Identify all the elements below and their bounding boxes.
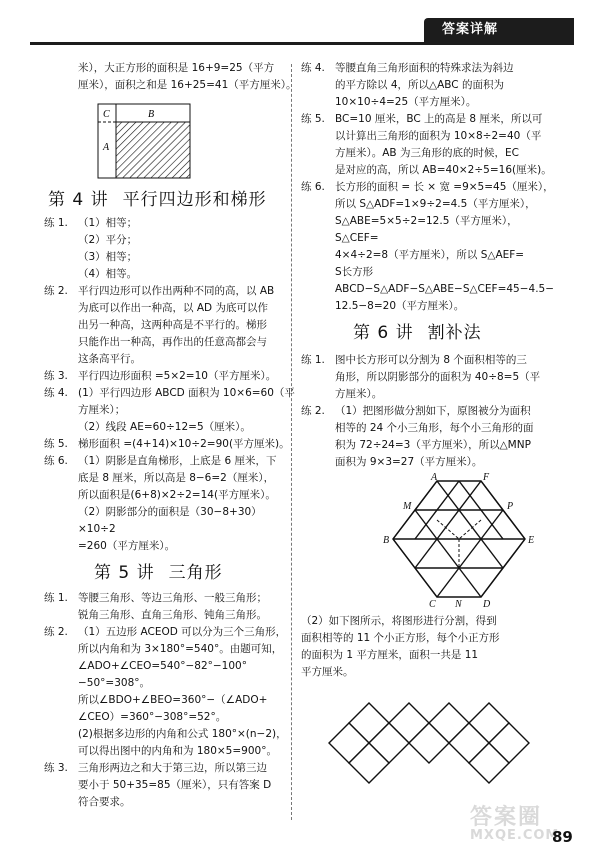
hexagon-figure xyxy=(359,473,559,609)
watermark-url: MXQE.COM xyxy=(470,828,560,843)
exercise-5-4: 练 4. 等腰直角三角形面积的特殊求法为斜边 的平方除以 4，所以△ABC 的面积为 10×10÷4=25（平方厘米）。 xyxy=(301,62,514,108)
fig-label-c: C xyxy=(103,109,110,120)
exercise-5-6: 练 6. 长方形的面积 = 长 × 宽 =9×5=45（厘米）， 所以 S△ADF=1×9÷2=4.5（平方厘米）， S△ABE=5×5÷2=12.5（平方厘米），S△CEF= 4×4÷2=8（平方厘米），所以 S△AEF= S长方形ABCD−S△ADF−S△ABE−S△CEF=45−4.5− 12.5−8=20（平方厘米）。 xyxy=(301,181,555,312)
exercise-4-5: 练 5. 梯形面积 =(4+14)×10÷2=90(平方厘米)。 xyxy=(44,438,290,450)
hex-label-c: C xyxy=(429,599,436,609)
hex-label-m: M xyxy=(403,501,412,512)
header-tab: 答案详解 xyxy=(424,18,574,42)
hex-label-a: A xyxy=(431,473,438,483)
chapter-5-heading: 第 5 讲 三角形 xyxy=(94,563,223,583)
fig-label-b: B xyxy=(148,109,155,120)
left-column xyxy=(44,60,299,811)
chapter-6-heading: 第 6 讲 割补法 xyxy=(353,323,482,343)
hex-label-d: D xyxy=(483,599,491,609)
diamond-grid-figure xyxy=(325,689,535,799)
hex-label-e: E xyxy=(528,535,535,546)
hex-label-n: N xyxy=(455,599,462,609)
exercise-5-1: 练 1. 等腰三角形、等边三角形、一般三角形； 锐角三角形、直角三角形、钝角三角形。 xyxy=(44,592,267,621)
exercise-4-3: 练 3. 平行四边形面积 =5×2=10（平方厘米）。 xyxy=(44,370,277,382)
squares-figure xyxy=(96,98,206,184)
exercise-6-1: 练 1. 图中长方形可以分割为 8 个面积相等的三 角形，所以阴影部分的面积为 40÷8=5（平 方厘米）。 xyxy=(301,354,541,400)
chapter-4-heading: 第 4 讲 平行四边形和梯形 xyxy=(48,190,267,210)
exercise-4-6: 练 6. （1）阴影是直角梯形，上底是 6 厘米，下 底是 8 厘米，所以高是 8−6=2（厘米）， 所以面积是(6+8)×2÷2=14(平方厘米）。 （2）阴影部分的面积是（30−8+30）×10÷2 =260（平方厘米）。 xyxy=(44,455,277,552)
hex-label-p: P xyxy=(507,501,514,512)
exercise-4-4: 练 4. (1）平行四边形 ABCD 面积为 10×6=60（平 方厘米）； （2）线段 AE=60÷12=5（厘米）。 xyxy=(44,387,295,433)
right-column xyxy=(301,60,556,799)
exercise-5-3: 练 3. 三角形两边之和大于第三边，所以第三边 要小于 50+35=85（厘米），只有答案 D 符合要求。 xyxy=(44,762,272,808)
exercise-4-1: 练 1. （1）相等； （2）平分； （3）相等； （4）相等。 xyxy=(44,217,138,280)
page-number: 89 xyxy=(552,828,573,846)
exercise-6-2b: （2）如下图所示，将图形进行分割，得到 面积相等的 11 个小正方形，每个小正方形 的面积为 1 平方厘米，面积一共是 11 平方厘米。 xyxy=(301,615,500,678)
watermark-logo: 答案圈 xyxy=(470,805,543,830)
fig-label-a: A xyxy=(103,142,110,153)
hex-label-f: F xyxy=(483,473,490,483)
header-rule xyxy=(30,42,574,45)
exercise-5-5: 练 5. BC=10 厘米，BC 上的高是 8 厘米，所以可 以计算出三角形的面积为 10×8÷2=40（平 方厘米）。AB 为三角形的底的时候，EC 是对应的高，所以 AB=40×2÷5=16(厘米)。 xyxy=(301,113,552,176)
hex-label-b: B xyxy=(383,535,390,546)
intro-line: 厘米），面积之和是 16+25=41（平方厘米）。 xyxy=(78,79,297,91)
exercise-5-2: 练 2. （1）五边形 ACEOD 可以分为三个三角形， 所以内角和为 3×180°=540°。由题可知， ∠ADO+∠CEO=540°−82°−100°−50°=308°。 所以∠BDO+∠BEO=360°−（∠ADO+ ∠CEO）=360°−308°=52°。 (2)根据多边形的内角和公式 180°×(n−2)， 可以得出图中的内角和为 180×5=900°。 xyxy=(44,626,287,757)
intro-line: 米），大正方形的面积是 16+9=25（平方 xyxy=(78,62,275,74)
exercise-4-2: 练 2. 平行四边形可以作出两种不同的高，以 AB 为底可以作出一种高，以 AD 为底可以作 出另一种高，这两种高是不平行的。梯形 只能作出一种高，再作出的任意高都会与 这条高平行。 xyxy=(44,285,275,365)
exercise-6-2: 练 2. （1）把图形做分割如下，原图被分为面积 相等的 24 个小三角形，每个小三角形的面 积为 72÷24=3（平方厘米），所以△MNP 面积为 9×3=27（平方厘米）。 xyxy=(301,405,534,468)
